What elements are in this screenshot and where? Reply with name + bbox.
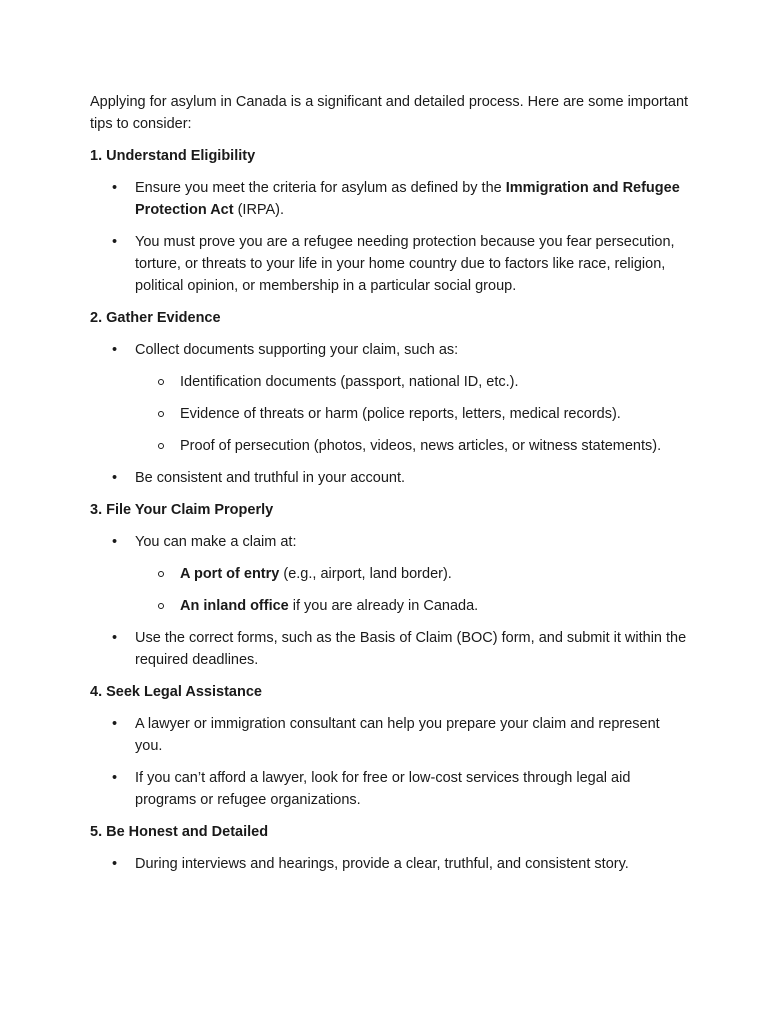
bullet-text: During interviews and hearings, provide a clear, truthful, and consistent story.: [135, 856, 629, 872]
section-heading-evidence: 2. Gather Evidence: [90, 310, 221, 326]
inland-office-bold: An inland office: [180, 598, 289, 614]
list-item: [90, 713, 690, 757]
section-heading-honest-detailed: 5. Be Honest and Detailed: [90, 824, 269, 840]
list-item: [90, 627, 690, 671]
bullet-text: (IRPA).: [233, 202, 285, 218]
sub-list-item: [135, 595, 690, 617]
bullet-list-eligibility: [90, 177, 690, 297]
intro-paragraph: Applying for asylum in Canada is a significant and detailed process. Here are some important tips to consider:: [90, 94, 689, 132]
sub-list-claim-locations: [135, 563, 690, 617]
list-item: [90, 177, 690, 221]
sub-bullet-text: Identification documents (passport, national ID, etc.).: [180, 374, 519, 390]
bullet-text: Use the correct forms, such as the Basis of Claim (BOC) form, and submit it within the required deadlines.: [135, 630, 687, 668]
sub-list-documents: [135, 371, 690, 457]
act-name-bold: Immigration and Refugee Protection Act: [135, 180, 680, 218]
list-item: [90, 339, 690, 457]
list-item: [90, 853, 690, 875]
bullet-text: You must prove you are a refugee needing protection because you fear persecution, torture, or threats to your life in your home country due to factors like race, religion, political opinion, or membership in a particular social group.: [135, 234, 675, 294]
bullet-text: Collect documents supporting your claim, such as:: [135, 342, 459, 358]
list-item: [90, 231, 690, 297]
port-of-entry-bold: A port of entry: [180, 566, 280, 582]
document-page: [90, 91, 690, 885]
bullet-text: You can make a claim at:: [135, 534, 297, 550]
section-heading-legal-assistance: 4. Seek Legal Assistance: [90, 684, 262, 700]
bullet-text: If you can’t afford a lawyer, look for free or low-cost services through legal aid programs or refugee organizations.: [135, 770, 631, 808]
sub-list-item: [135, 435, 690, 457]
bullet-list-file-claim: [90, 531, 690, 671]
bullet-list-legal-assistance: [90, 713, 690, 811]
sub-list-item: [135, 371, 690, 393]
bullet-text: A lawyer or immigration consultant can help you prepare your claim and represent you.: [135, 716, 660, 754]
list-item: [90, 767, 690, 811]
list-item: [90, 467, 690, 489]
bullet-text: Ensure you meet the criteria for asylum as defined by the: [135, 180, 506, 196]
sub-bullet-text: Proof of persecution (photos, videos, news articles, or witness statements).: [180, 438, 662, 454]
sub-bullet-text: (e.g., airport, land border).: [279, 566, 452, 582]
sub-list-item: [135, 403, 690, 425]
sub-bullet-text: if you are already in Canada.: [288, 598, 479, 614]
section-heading-eligibility: 1. Understand Eligibility: [90, 148, 256, 164]
list-item: [90, 531, 690, 617]
sub-bullet-text: Evidence of threats or harm (police reports, letters, medical records).: [180, 406, 621, 422]
bullet-list-honest-detailed: [90, 853, 690, 875]
section-heading-file-claim: 3. File Your Claim Properly: [90, 502, 274, 518]
bullet-list-evidence: [90, 339, 690, 489]
sub-list-item: [135, 563, 690, 585]
bullet-text: Be consistent and truthful in your account.: [135, 470, 406, 486]
